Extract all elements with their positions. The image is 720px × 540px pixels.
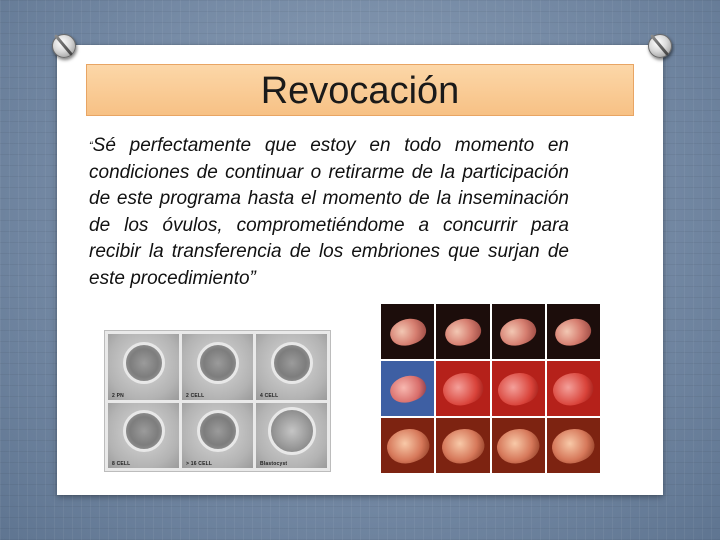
embryo-tile (547, 418, 600, 473)
embryo-shape (493, 422, 544, 468)
quote-paragraph (89, 133, 569, 292)
embryo-tile (492, 304, 545, 359)
embryo-tile (381, 418, 434, 473)
embryo-tile (381, 361, 434, 416)
embryo-shape (548, 422, 599, 468)
cell-label: Blastocyst (260, 461, 288, 467)
cell-shape (197, 342, 239, 384)
embryo-tile (492, 418, 545, 473)
cell-shape (123, 410, 165, 452)
cell-label: 2 PN (112, 392, 124, 399)
cell-division-image (104, 330, 331, 472)
embryo-shape (437, 422, 488, 468)
quote-open-mark: “ (89, 140, 93, 152)
embryo-shape (442, 313, 485, 350)
embryo-shape (549, 367, 598, 411)
embryo-tile (436, 361, 489, 416)
pushpin-icon (648, 34, 672, 58)
embryo-tile (547, 361, 600, 416)
cell-label: 8 CELL (112, 461, 131, 467)
embryo-tile (436, 304, 489, 359)
title-bar (86, 64, 634, 116)
pushpin-icon (52, 34, 76, 58)
embryo-tile (492, 361, 545, 416)
embryo-development-image (381, 304, 600, 473)
cell-panel (256, 334, 327, 400)
embryo-shape (497, 313, 540, 350)
embryo-tile (547, 304, 600, 359)
cell-shape (123, 342, 165, 384)
embryo-shape (386, 370, 429, 407)
embryo-tile (381, 304, 434, 359)
embryo-shape (439, 367, 488, 411)
cell-label: 2 CELL (186, 392, 205, 399)
cell-shape (268, 407, 316, 455)
cell-label: 4 CELL (260, 392, 279, 399)
cell-panel (182, 334, 253, 400)
quote-text: Sé perfectamente que estoy en todo momento en condiciones de continuar o retirarme de la participación de este programa hasta el momento de la inseminación de los óvulos, comprometiéndome a concurrir para recibir la transferencia de los embriones que surjan de este procedimiento” (89, 135, 569, 289)
embryo-tile (436, 418, 489, 473)
cell-shape (271, 342, 313, 384)
cell-panel (182, 403, 253, 469)
embryo-shape (494, 367, 543, 411)
cell-panel (108, 403, 179, 469)
cell-panel (256, 403, 327, 469)
cell-panel (108, 334, 179, 400)
embryo-shape (552, 313, 595, 350)
slide-title: Revocación (260, 70, 460, 112)
cell-label: > 16 CELL (186, 461, 213, 467)
embryo-shape (386, 313, 429, 350)
cell-shape (197, 410, 239, 452)
embryo-shape (382, 422, 433, 468)
